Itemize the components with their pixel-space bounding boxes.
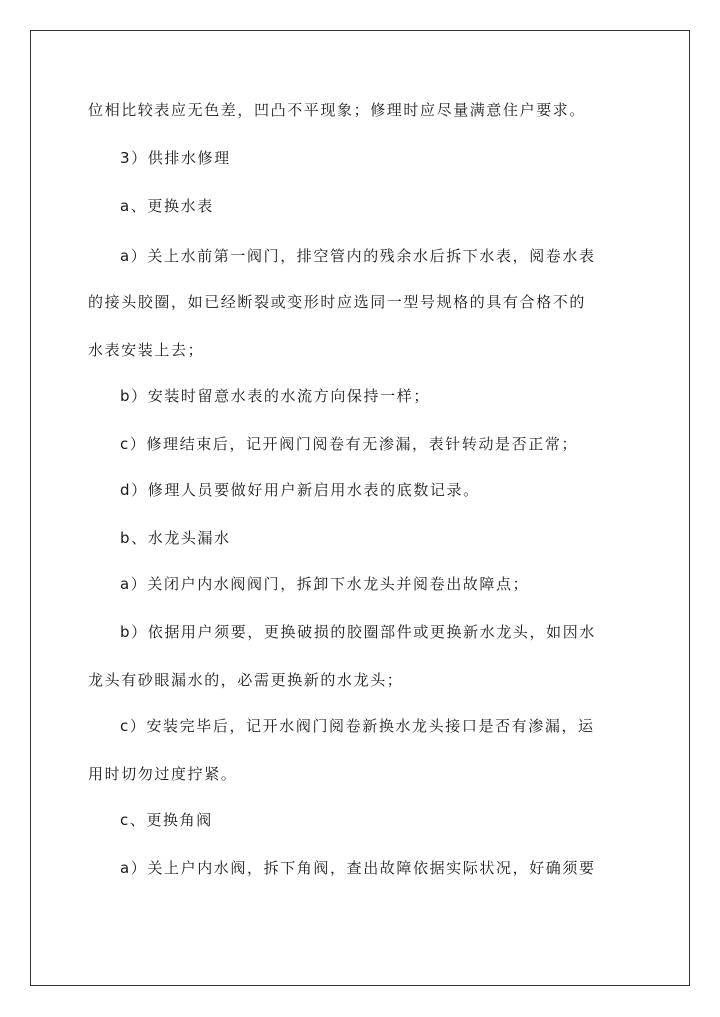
body-text-line: b）安装时留意水表的水流方向保持一样； [120, 387, 430, 405]
body-text-line: b）依据用户须要，更换破损的胶圈部件或更换新水龙头，如因水 [120, 623, 596, 641]
subsection-heading: b、水龙头漏水 [120, 529, 231, 547]
body-text-line: 用时切勿过度拧紧。 [88, 765, 238, 783]
body-text-line: 位相比较表应无色差，凹凸不平现象；修理时应尽量满意住户要求。 [88, 101, 587, 119]
body-text-line: a）关上水前第一阀门，排空管内的残余水后拆下水表，阅卷水表 [120, 247, 596, 265]
body-text-line: c）安装完毕后，记开水阀门阅卷新换水龙头接口是否有渗漏，运 [120, 717, 595, 735]
body-text-line: c）修理结束后，记开阀门阅卷有无渗漏，表针转动是否正常； [120, 435, 579, 453]
section-heading: 3）供排水修理 [120, 149, 231, 167]
subsection-heading: a、更换水表 [120, 197, 214, 215]
body-text-line: 的接头胶圈，如已经断裂或变形时应选同一型号规格的具有合格不的 [88, 293, 587, 311]
subsection-heading: c、更换角阀 [120, 811, 213, 829]
body-text-line: 龙头有砂眼漏水的，必需更换新的水龙头； [88, 671, 404, 689]
body-text-line: 水表安装上去； [88, 341, 205, 359]
body-text-line: d）修理人员要做好用户新启用水表的底数记录。 [120, 481, 480, 499]
body-text-line: a）关上户内水阀，拆下角阀，查出故障依据实际状况，好确须要 [120, 859, 596, 877]
page-border [30, 30, 690, 986]
body-text-line: a）关闭户内水阀阀门，拆卸下水龙头并阅卷出故障点； [120, 575, 530, 593]
